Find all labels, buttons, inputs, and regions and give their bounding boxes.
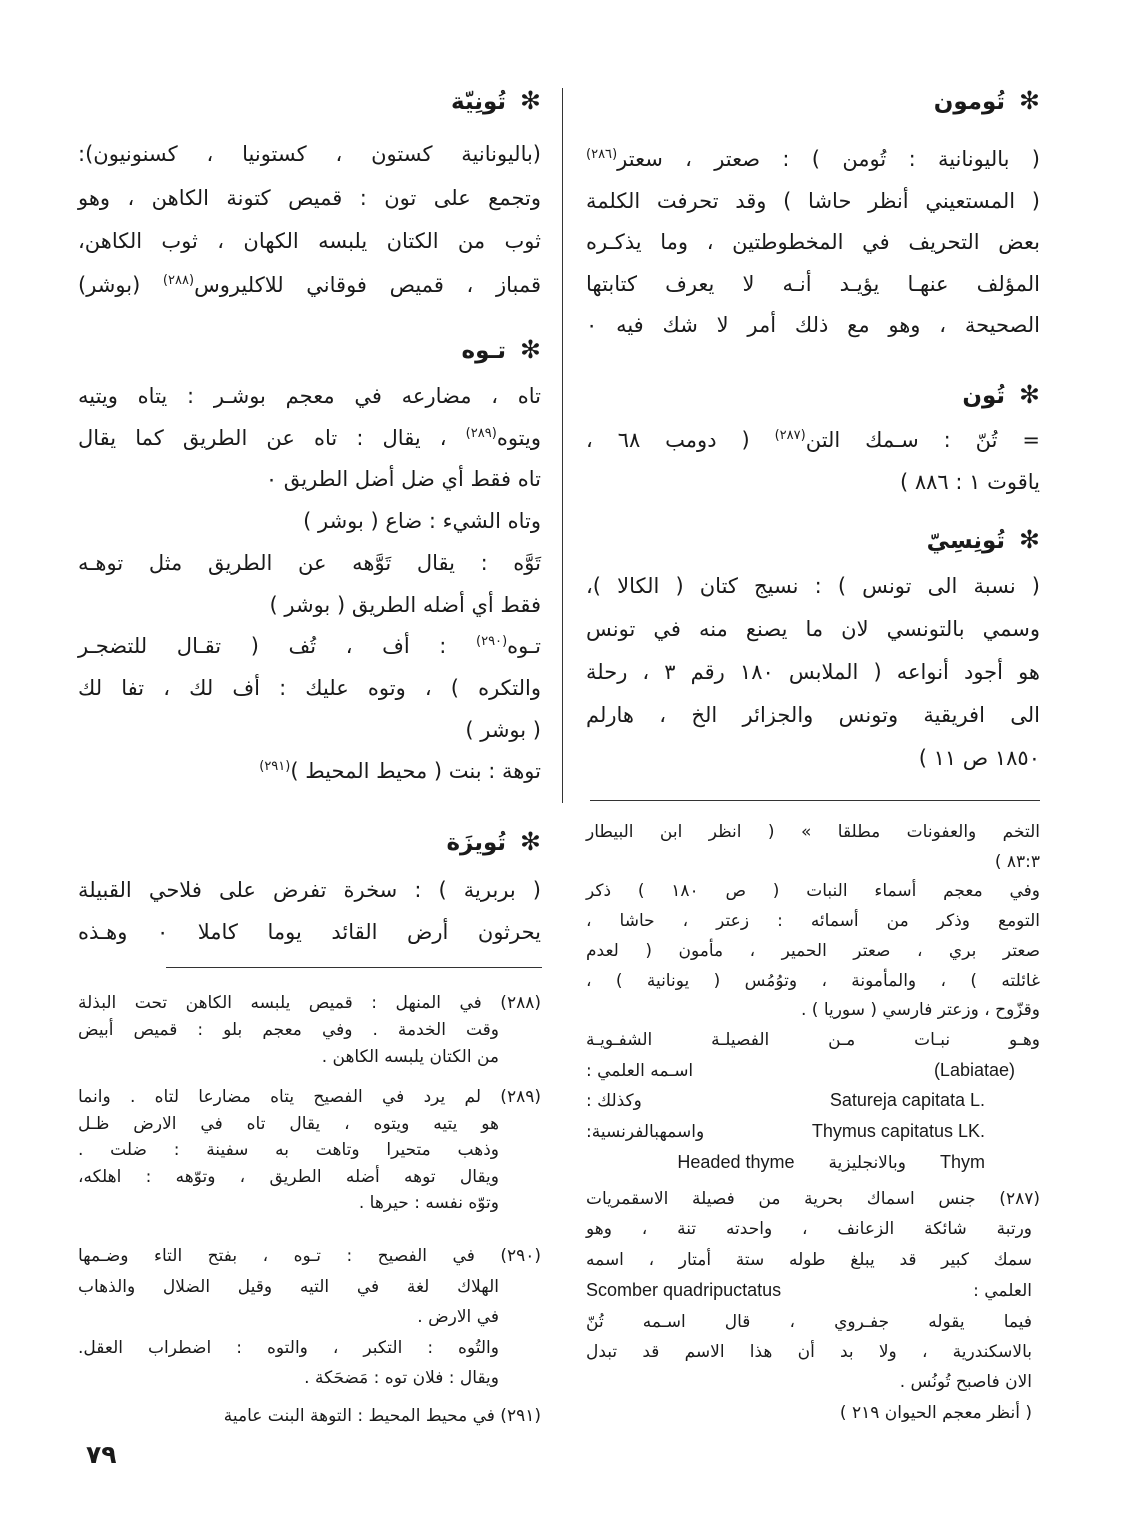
footnote-line: (٢٨٨) في المنهل : قميص يلبسه الكاهن تحت البذلة bbox=[78, 993, 541, 1013]
entry-body bbox=[586, 419, 1040, 503]
line-text: قمباز ، قميص فوقاني للاكليروس bbox=[194, 272, 542, 297]
footnote-line: التومع وذكر من أسمائه : زعتر ، حاشا ، bbox=[586, 911, 1040, 932]
line-text: وكذلك : bbox=[586, 1091, 642, 1112]
footnote-line bbox=[586, 1086, 1040, 1117]
footnote-line bbox=[586, 1275, 1040, 1306]
footnote-line: التخم والعفونات مطلقا » ( انظر ابن البيطار bbox=[586, 822, 1040, 842]
line-text: ( دومب ٦٨ ، bbox=[586, 428, 775, 452]
headword: تـوه bbox=[461, 338, 507, 364]
footnote bbox=[78, 1241, 541, 1394]
line-text: = تُنّ : سـمك التن bbox=[805, 428, 1040, 452]
footnote-line bbox=[586, 1148, 1040, 1179]
entry-line: ( بوشر ) bbox=[465, 717, 541, 742]
footnote-ref: (٢٩١) bbox=[259, 759, 291, 775]
headword: تُونِيّة bbox=[451, 89, 507, 115]
footnote-line: وذهب متحيرا وتاهت به سفينة : ضلت . bbox=[78, 1140, 499, 1160]
headword: تُون bbox=[962, 383, 1006, 409]
footnote-ref: (٢٨٩) bbox=[465, 425, 497, 441]
line-text: اسـمه العلمي : bbox=[586, 1060, 694, 1081]
page-number: ٧٩ bbox=[86, 1440, 117, 1469]
entry-line bbox=[586, 139, 1040, 181]
footnote-ref: (٢٨٨) bbox=[162, 272, 195, 288]
entry-line: ياقوت ١ : ٨٨٦ ) bbox=[899, 470, 1040, 494]
footnote-line: (٢٩١) في محيط المحيط : التوهة البنت عامية bbox=[223, 1406, 541, 1426]
entry-line: فقط أي أضله الطريق ( بوشر ) bbox=[269, 592, 541, 617]
entry-line: وتاه الشيء : ضاع ( بوشر ) bbox=[303, 509, 541, 534]
footnote-line: سمك كبير قد يبلغ طوله ستة أمتار ، اسمه bbox=[586, 1249, 1032, 1270]
entry-marker: ✻ bbox=[520, 86, 541, 115]
line-text: وبالانجليزية bbox=[828, 1152, 906, 1173]
line-text: العلمي : bbox=[973, 1281, 1032, 1302]
footnote bbox=[586, 1184, 1040, 1428]
entry-line: (باليونانية كستون ، كستونيا ، كسنونيون): bbox=[78, 142, 541, 166]
entry-body bbox=[586, 139, 1040, 347]
footnote-line: ويقال : فلان توه : مَضحَكة . bbox=[304, 1368, 499, 1388]
entry-line bbox=[78, 751, 541, 793]
footnote-line: وفي معجم أسماء النبات ( ص ١٨٠ ) ذكر bbox=[586, 881, 1041, 902]
footnote bbox=[78, 1084, 541, 1217]
entry-marker: ✻ bbox=[1019, 86, 1040, 115]
latin-term: Scomber quadripuctatus bbox=[586, 1280, 782, 1301]
footnote-line: والتُوه : التكبر ، والتوه : اضطراب العقل. bbox=[78, 1337, 499, 1358]
footnote-line: وهـو نبـات مـن الفصيلـة الشفـويـة bbox=[586, 1029, 1040, 1050]
footnote-line: (٢٨٧) جنس اسماك بحرية من فصيلة الاسقمريات bbox=[586, 1189, 1040, 1209]
entry-line: والتكره ) ، وتوه عليك : أف لك ، تفا لك bbox=[78, 675, 541, 700]
line-text: تـوه bbox=[507, 634, 541, 659]
footnote bbox=[78, 990, 541, 1071]
footnote-line bbox=[586, 1056, 1040, 1087]
entry-line: الى افريقية وتونس والجزائر الخ ، هارلم bbox=[586, 703, 1040, 727]
footnote bbox=[78, 1403, 541, 1430]
footnote-line: الان فاصبح تُونُس . bbox=[899, 1372, 1032, 1393]
footnote-line: فيما يقوله جفـروي ، قال اسـمه تُنّ bbox=[586, 1311, 1032, 1332]
entry-line: بعض التحريف في المخطوطتين ، وما يذكـره bbox=[586, 230, 1040, 254]
footnote-line: ويقال توهه أضله الطريق ، وتوّهه : اهلكه، bbox=[78, 1166, 499, 1187]
entry-line: ١٨٥٠ ص ١١ ) bbox=[918, 746, 1040, 770]
footnote-line: ٨٣:٣ ) bbox=[994, 851, 1040, 872]
footnote-line: من الكتان يلبسه الكاهن . bbox=[321, 1047, 499, 1067]
footnote-ref: (٢٨٧) bbox=[774, 428, 806, 444]
entry-marker: ✻ bbox=[1019, 380, 1040, 409]
footnote-line: وقزّوح ، وزعتر فارسي ( سوريا ) . bbox=[800, 1000, 1040, 1021]
latin-term: Headed thyme bbox=[677, 1151, 795, 1172]
entry-line: الصحيحة ، وهو مع ذلك أمر لا شك فيه ٠ bbox=[586, 313, 1040, 337]
entry-body bbox=[78, 376, 541, 793]
footnote bbox=[586, 818, 1040, 1178]
entry-heading bbox=[78, 825, 541, 859]
entry-line: المؤلف عنهـا يؤيـد أنـه لا يعرف كتابتها bbox=[586, 271, 1040, 296]
entry-heading bbox=[586, 84, 1040, 118]
entry-line: وسمي بالتونسي لان ما يصنع منه في تونس bbox=[586, 617, 1040, 641]
entry-line bbox=[78, 626, 541, 668]
footnote-line: صعتر بري ، صعتر الحمير ، مأمون ( لعدم bbox=[586, 940, 1040, 961]
footnote-line: هو يتيه ويتوه ، يقال تاه في الارض ظـل bbox=[78, 1113, 499, 1134]
entry-heading bbox=[78, 333, 541, 367]
footnote-line: وقت الخدمة . وفي معجم بلو : قميص أبيض bbox=[78, 1020, 499, 1040]
entry-body bbox=[78, 133, 541, 307]
footnote-ref: (٢٩٠) bbox=[476, 634, 508, 650]
entry-line: ثوب من الكتان يلبسه الكهان ، ثوب الكاهن، bbox=[78, 229, 541, 254]
entry-body bbox=[586, 565, 1040, 780]
entry-heading bbox=[586, 378, 1040, 412]
line-text: (بوشر) bbox=[78, 272, 163, 297]
line-text: ( باليونانية : تُومن ) : صعتر ، سعتر bbox=[617, 147, 1040, 171]
entry-line: وتجمع على تون : قميص كتونة الكاهن ، وهو bbox=[78, 185, 541, 210]
footnote-line: ورتبة شائكة الزعانف ، واحدته تنة ، وهو bbox=[586, 1219, 1032, 1240]
line-text: ، يقال : تاه عن الطريق كما يقال bbox=[78, 425, 466, 450]
entry-line: ( نسبة الى تونس ) : نسيج كتان ( الكالا )، bbox=[586, 574, 1040, 598]
footnote-line: بالاسكندرية ، ولا بد أن هذا الاسم قد تبدل bbox=[586, 1342, 1032, 1363]
footnote-line: الهلاك لغة في التيه وقيل الضلال والذهاب bbox=[78, 1276, 499, 1297]
latin-term: Thymus capitatus LK. bbox=[811, 1121, 985, 1142]
line-text: : أف ، تُف ( تقـال للتضجـر bbox=[78, 634, 476, 659]
entry-line: ( بربرية ) : سخرة تفرض على فلاحي القبيلة bbox=[78, 878, 541, 902]
entry-line bbox=[586, 419, 1040, 461]
entry-marker: ✻ bbox=[1019, 525, 1040, 554]
latin-term: Thym bbox=[940, 1151, 985, 1172]
footnote-line: غائلته ) ، والمأمونة ، وتوُمُس ( يونانية ) ، bbox=[586, 970, 1040, 991]
line-text: ويتوه bbox=[496, 425, 541, 450]
entry-heading bbox=[78, 84, 541, 118]
headword: تُومون bbox=[933, 89, 1006, 115]
footnote-line bbox=[586, 1117, 1040, 1148]
entry-line: هو أجود أنواعه ( الملابس ١٨٠ رقم ٣ ، رحلة bbox=[586, 660, 1041, 684]
entry-line: تَوَّه : يقال تَوَّهه عن الطريق مثل توهـه bbox=[78, 550, 541, 575]
headword: تُونِسِيّ bbox=[926, 528, 1006, 554]
line-text: واسمهبالفرنسية: bbox=[586, 1122, 705, 1143]
entry-marker: ✻ bbox=[520, 335, 541, 364]
line-text: توهة : بنت ( محيط المحيط ) bbox=[290, 759, 541, 784]
entry-marker: ✻ bbox=[520, 827, 541, 856]
footnote-rule bbox=[166, 967, 542, 968]
entry-line: تاه فقط أي ضل أضل الطريق ٠ bbox=[265, 467, 541, 492]
entry-heading bbox=[586, 523, 1040, 557]
footnote-line: في الارض . bbox=[417, 1307, 499, 1327]
latin-term: (Labiatae) bbox=[933, 1059, 1015, 1080]
footnote-line: ( أنظر معجم الحيوان ٢١٩ ) bbox=[839, 1402, 1032, 1423]
entry-line: يحرثون أرض القائد يوما كاملا ٠ وهـذه bbox=[78, 920, 541, 944]
column-divider bbox=[562, 88, 563, 803]
entry-line: ( المستعيني أنظر حاشا ) وقد تحرفت الكلمة bbox=[586, 188, 1040, 213]
footnote-line: (٢٨٩) لم يرد في الفصيح يتاه مضارعا لتاه . وانما bbox=[78, 1087, 541, 1107]
entry-line bbox=[78, 418, 541, 460]
latin-term: Satureja capitata L. bbox=[829, 1090, 985, 1111]
entry-line: تاه ، مضارعه في معجم بوشـر : يتاه ويتيه bbox=[78, 384, 541, 408]
footnote-ref: (٢٨٦) bbox=[586, 147, 618, 163]
entry-line bbox=[78, 264, 541, 308]
entry-body bbox=[78, 869, 541, 953]
footnote-rule bbox=[590, 800, 1040, 801]
headword: تُويزَة bbox=[446, 830, 507, 856]
footnote-line: (٢٩٠) في الفصيح : تـوه ، بفتح التاء وضـمها bbox=[78, 1246, 541, 1266]
footnote-line: وتوّه نفسه : حيرها . bbox=[358, 1193, 499, 1213]
